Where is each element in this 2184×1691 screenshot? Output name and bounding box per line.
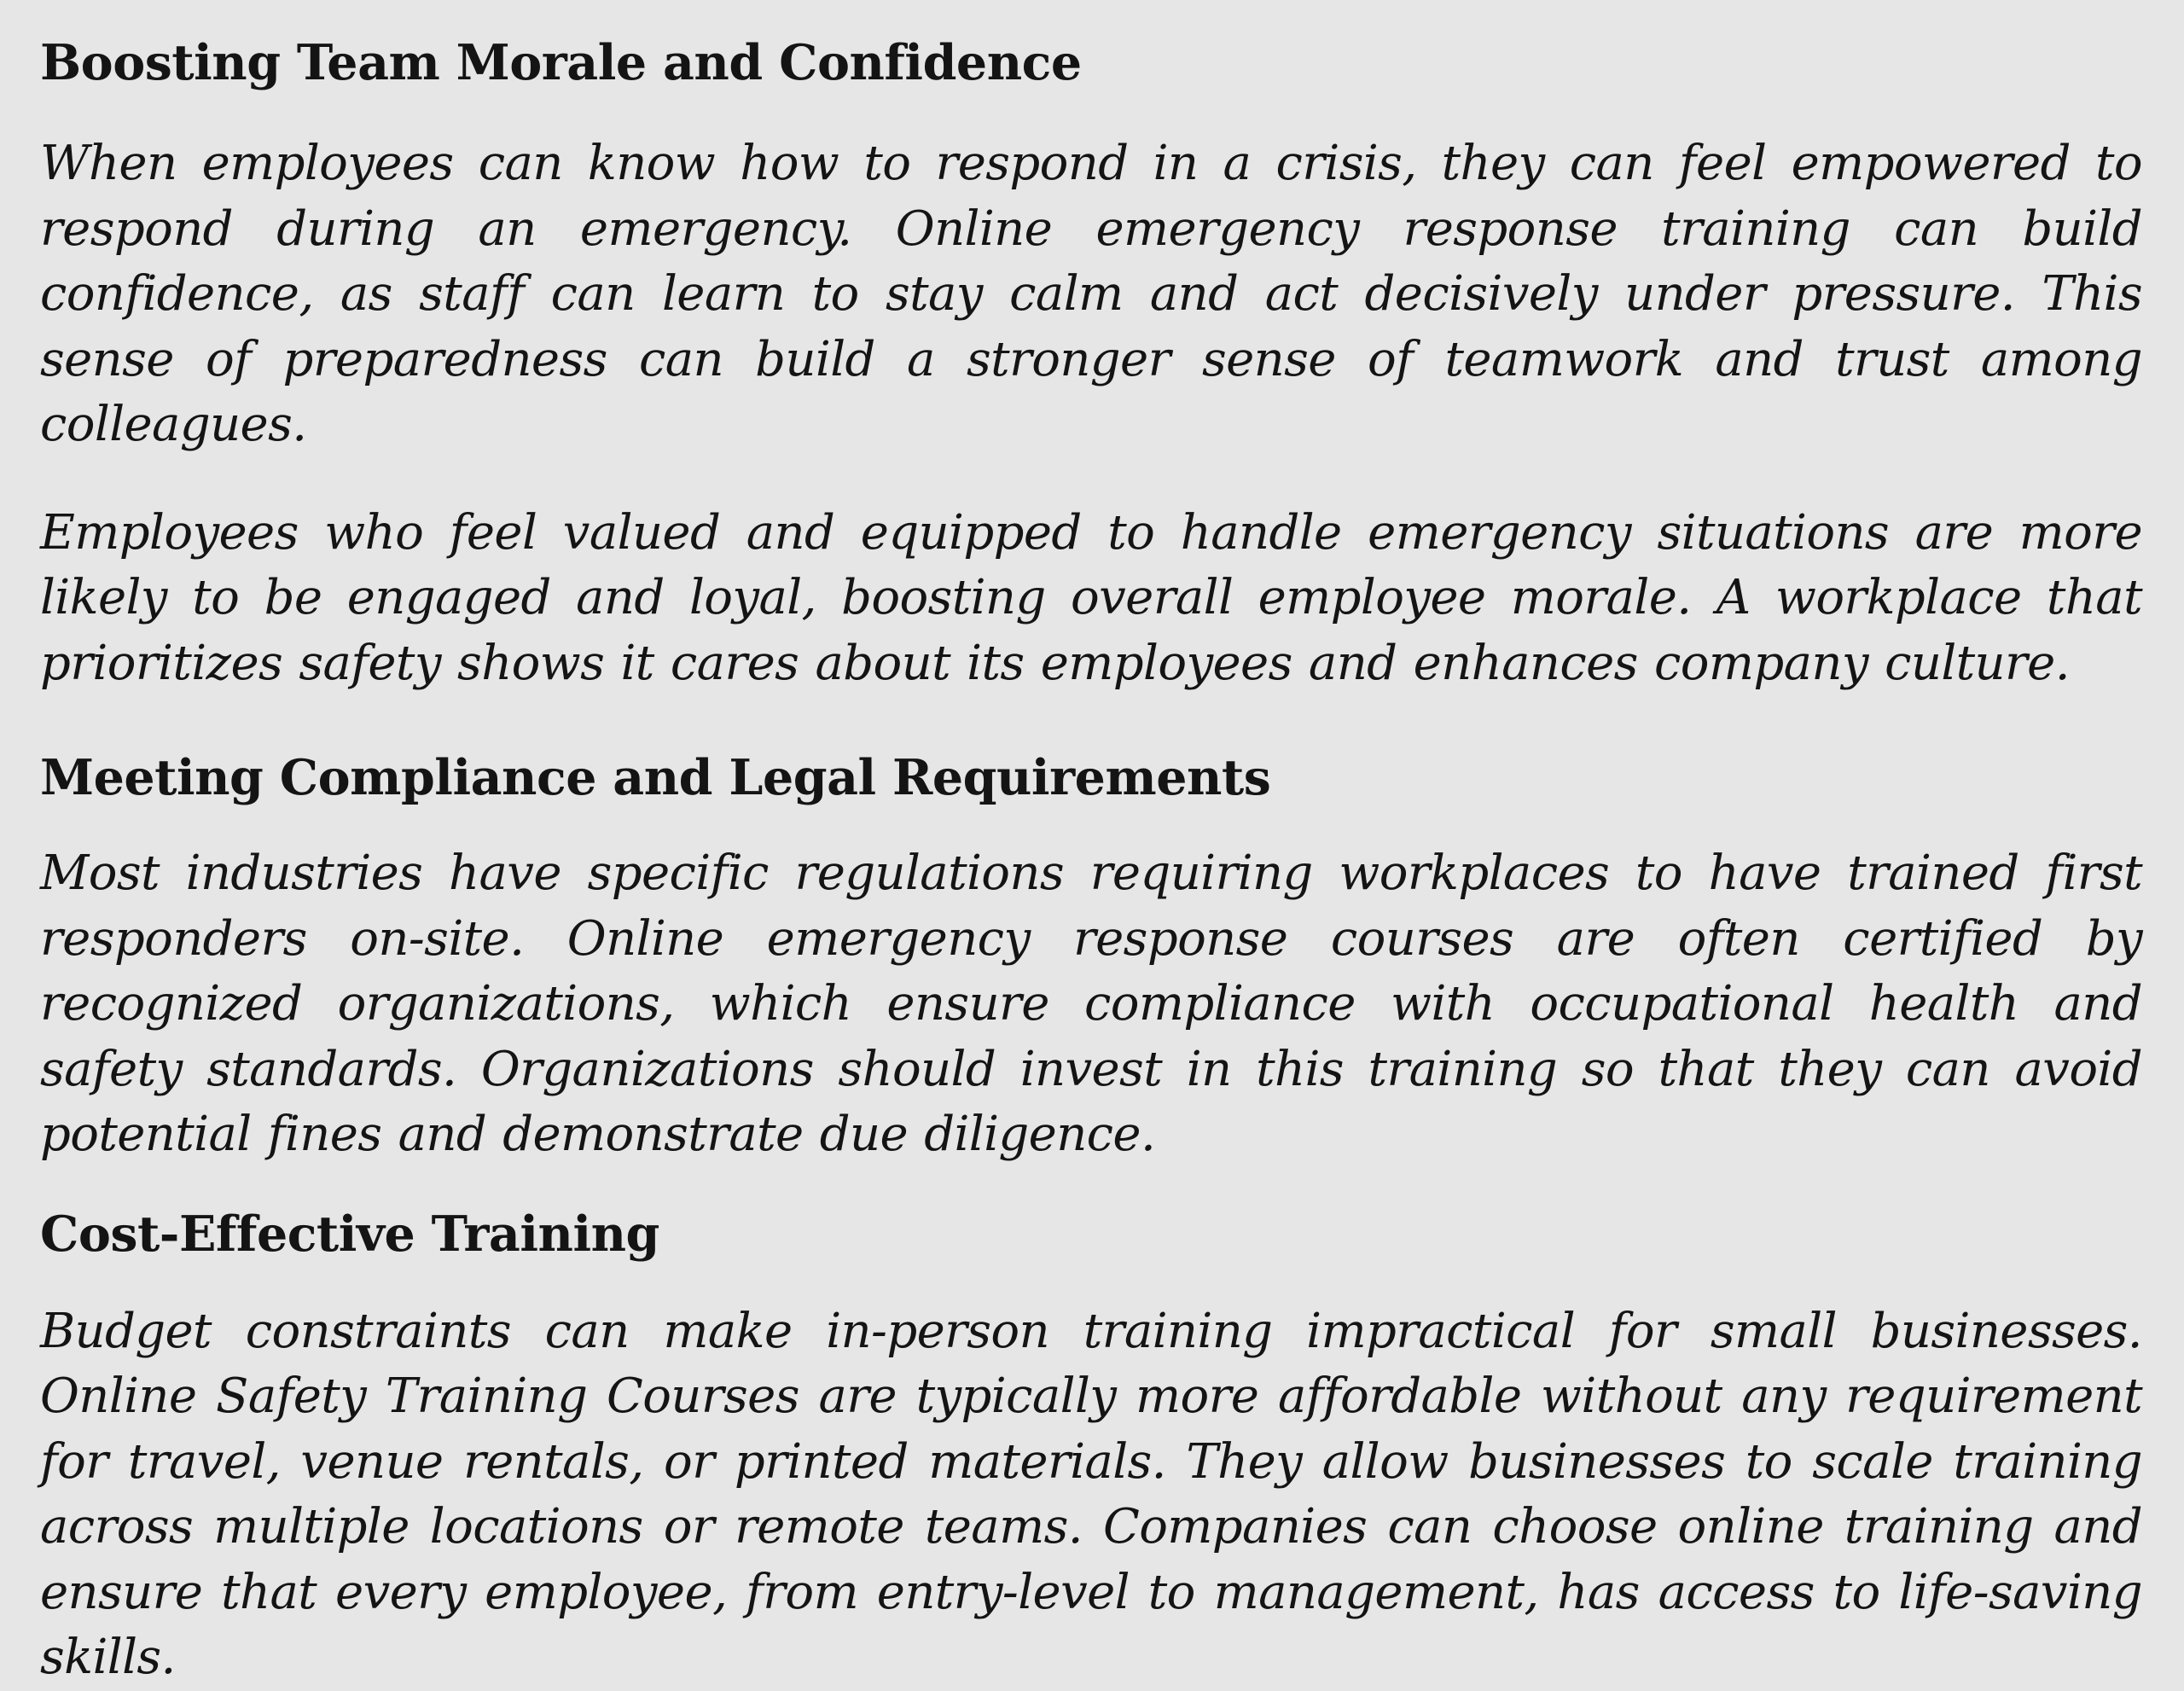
paragraph-crisis-response: When employees can know how to respond in a crisis, they can feel empowered to respond during an emergency. Online emergency response training can build confidence, as staff can learn to stay calm and act decisively under pressure. This sense of preparedness can build a stronger sense of teamwork and trust among colleagues. <box>40 136 2142 452</box>
paragraph-budget: Budget constraints can make in-person training impractical for small businesses. Online Safety Training Courses are typically more affordable without any requirement for travel, venue rentals, or printed materials. They allow businesses to scale training across multiple locations or remote teams. Companies can choose online training and ensure that every employee, from entry-level to management, has access to life-saving skills. <box>40 1303 2142 1685</box>
section-heading-compliance: Meeting Compliance and Legal Requirements <box>40 749 1271 806</box>
section-heading-cost-effective: Cost-Effective Training <box>40 1205 659 1263</box>
paragraph-regulations: Most industries have specific regulations requiring workplaces to have trained first responders on-site. Online emergency response courses are often certified by recognized organizations, which ensure compliance with occupational health and safety standards. Organizations should invest in this training so that they can avoid potential fines and demonstrate due diligence. <box>40 846 2142 1162</box>
section-heading-team-morale: Boosting Team Morale and Confidence <box>40 34 1082 91</box>
paragraph-employee-morale: Employees who feel valued and equipped to handle emergency situations are more likely to be engaged and loyal, boosting overall employee morale. A workplace that prioritizes safety shows it cares about its employees and enhances company culture. <box>40 504 2142 691</box>
